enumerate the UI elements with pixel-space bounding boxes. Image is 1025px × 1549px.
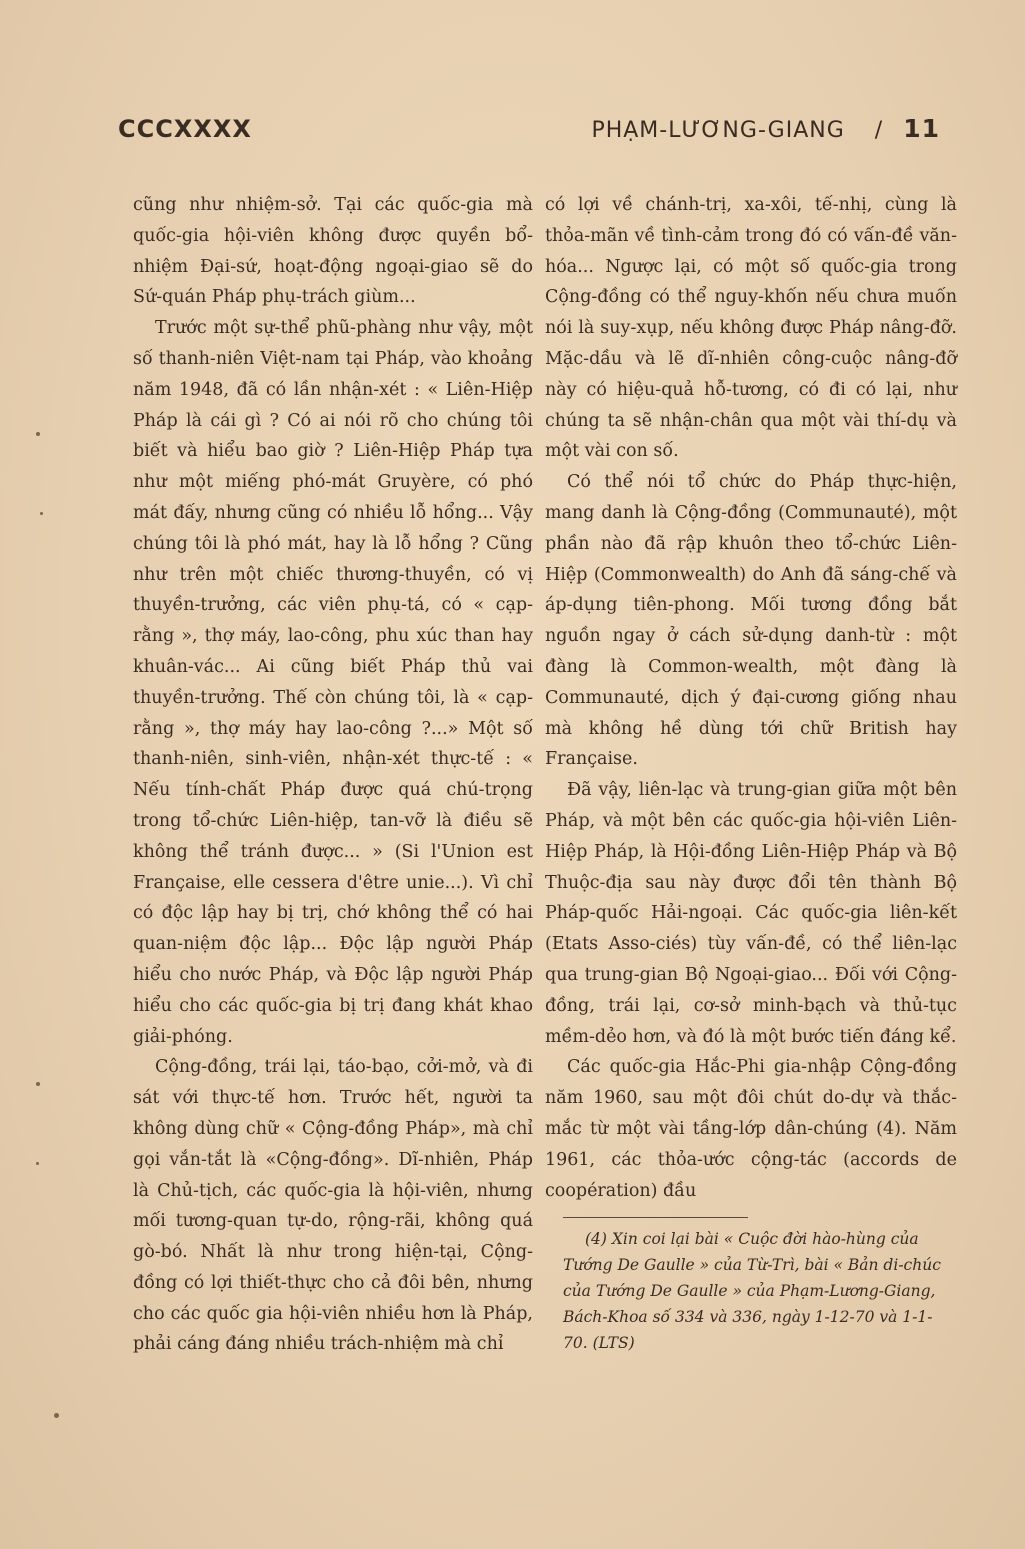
paragraph: Các quốc-gia Hắc-Phi gia-nhập Cộng-đồng năm 1960, sau một đôi chút do-dự và thắc-mắc từ một vài tầng-lớp dân-chúng (4). Năm 1961, các thỏa-ước cộng-tác (accords de coopération) đầu: [545, 1057, 957, 1201]
paper-speck: [36, 432, 40, 436]
running-title-group: [591, 114, 940, 143]
paper-speck: [40, 512, 43, 515]
page-number: 11: [903, 114, 940, 143]
paragraph: Đã vậy, liên-lạc và trung-gian giữa một bên Pháp, và một bên các quốc-gia hội-viên Liên-Hiệp Pháp, là Hội-đồng Liên-Hiệp Pháp và Bộ Thuộc-địa sau này được đổi tên thành Bộ Pháp-quốc Hải-ngoại. Các quốc-gia liên-kết (Etats Asso-ciés) tùy vấn-đề, có thể liên-lạc qua trung-gian Bộ Ngoại-giao... Đối với Cộng-đồng, trái lại, cơ-sở minh-bạch và thủ-tục mềm-dẻo hơn, và đó là một bước tiến đáng kể.: [545, 780, 957, 1047]
title-separator: /: [874, 118, 884, 143]
paper-speck: [36, 1162, 39, 1165]
paragraph: Cộng-đồng, trái lại, táo-bạo, cởi-mở, và đi sát với thực-tế hơn. Trước hết, người ta không dùng chữ « Cộng-đồng Pháp», mà chỉ gọi vắn-tắt là «Cộng-đồng». Dĩ-nhiên, Pháp là Chủ-tịch, các quốc-gia là hội-viên, nhưng mối tương-quan tự-do, rộng-rãi, không quá gò-bó. Nhất là như trong hiện-tại, Cộng-đồng có lợi thiết-thực cho cả đôi bên, nhưng cho các quốc gia hội-viên nhiều hơn là Pháp, phải cáng đáng nhiều trách-nhiệm mà chỉ: [133, 1057, 533, 1355]
right-column: [545, 190, 957, 1356]
paper-speck: [36, 1082, 40, 1086]
paragraph: Trước một sự-thể phũ-phàng như vậy, một số thanh-niên Việt-nam tại Pháp, vào khoảng năm 1948, đã có lần nhận-xét : « Liên-Hiệp Pháp là cái gì ? Có ai nói rõ cho chúng tôi biết và hiểu bao giờ ? Liên-Hiệp Pháp tựa như một miếng phó-mát Gruyère, có phó mát đấy, nhưng cũng có nhiều lỗ hổng... Vậy chúng tôi là phó mát, hay là lỗ hổng ? Cũng như trên một chiếc thương-thuyền, có vị thuyền-trưởng, các viên phụ-tá, có « cạp-rằng », thợ máy, lao-công, phu xúc than hay khuân-vác... Ai cũng biết Pháp thủ vai thuyền-trưởng. Thế còn chúng tôi, là « cạp-rằng », thợ máy hay lao-công ?...» Một số thanh-niên, sinh-viên, nhận-xét thực-tế : « Nếu tính-chất Pháp được quá chú-trọng trong tổ-chức Liên-hiệp, tan-vỡ là điều sẽ không thể tránh được... » (Si l'Union est Française, elle cessera d'être unie...). Vì chỉ có độc lập hay bị trị, chớ không thể có hai quan-niệm độc lập... Độc lập người Pháp hiểu cho nước Pháp, và Độc lập người Pháp hiểu cho các quốc-gia bị trị đang khát khao giải-phóng.: [133, 318, 533, 1047]
left-column: [133, 190, 533, 1360]
section-number: CCCXXXX: [118, 115, 252, 143]
running-title: PHẠM-LƯƠNG-GIANG: [591, 118, 845, 143]
paragraph: có lợi về chánh-trị, xa-xôi, tế-nhị, cùng là thỏa-mãn về tình-cảm trong đó có vấn-đề văn-hóa... Ngược lại, có một số quốc-gia trong Cộng-đồng có thể nguy-khốn nếu chưa muốn nói là suy-xụp, nếu không được Pháp nâng-đỡ. Mặc-dầu và lẽ dĩ-nhiên công-cuộc nâng-đỡ này có hiệu-quả hỗ-tương, có đi có lại, như chúng ta sẽ nhận-chân qua một vài thí-dụ và một vài con số.: [545, 195, 957, 462]
paragraph: cũng như nhiệm-sở. Tại các quốc-gia mà quốc-gia hội-viên không được quyền bổ-nhiệm Đại-sứ, hoạt-động ngoại-giao sẽ do Sứ-quán Pháp phụ-trách giùm...: [133, 195, 533, 308]
footnote-divider: [563, 1217, 748, 1218]
page-header: [118, 114, 940, 143]
paragraph: Có thể nói tổ chức do Pháp thực-hiện, mang danh là Cộng-đồng (Communauté), một phần nào đã rập khuôn theo tổ-chức Liên-Hiệp (Commonwealth) do Anh đã sáng-chế và áp-dụng tiên-phong. Mối tương đồng bắt nguồn ngay ở cách sử-dụng danh-từ : một đàng là Common-wealth, một đàng là Communauté, dịch ý đại-cương giống nhau mà không hề dùng tới chữ British hay Française.: [545, 472, 957, 770]
footnote: (4) Xin coi lại bài « Cuộc đời hào-hùng của Tướng De Gaulle » của Từ-Trì, bài « Bản di-chúc của Tướng De Gaulle » của Phạm-Lương-Giang, Bách-Khoa số 334 và 336, ngày 1-12-70 và 1-1-70. (LTS): [563, 1230, 941, 1353]
paper-speck: [54, 1413, 59, 1418]
